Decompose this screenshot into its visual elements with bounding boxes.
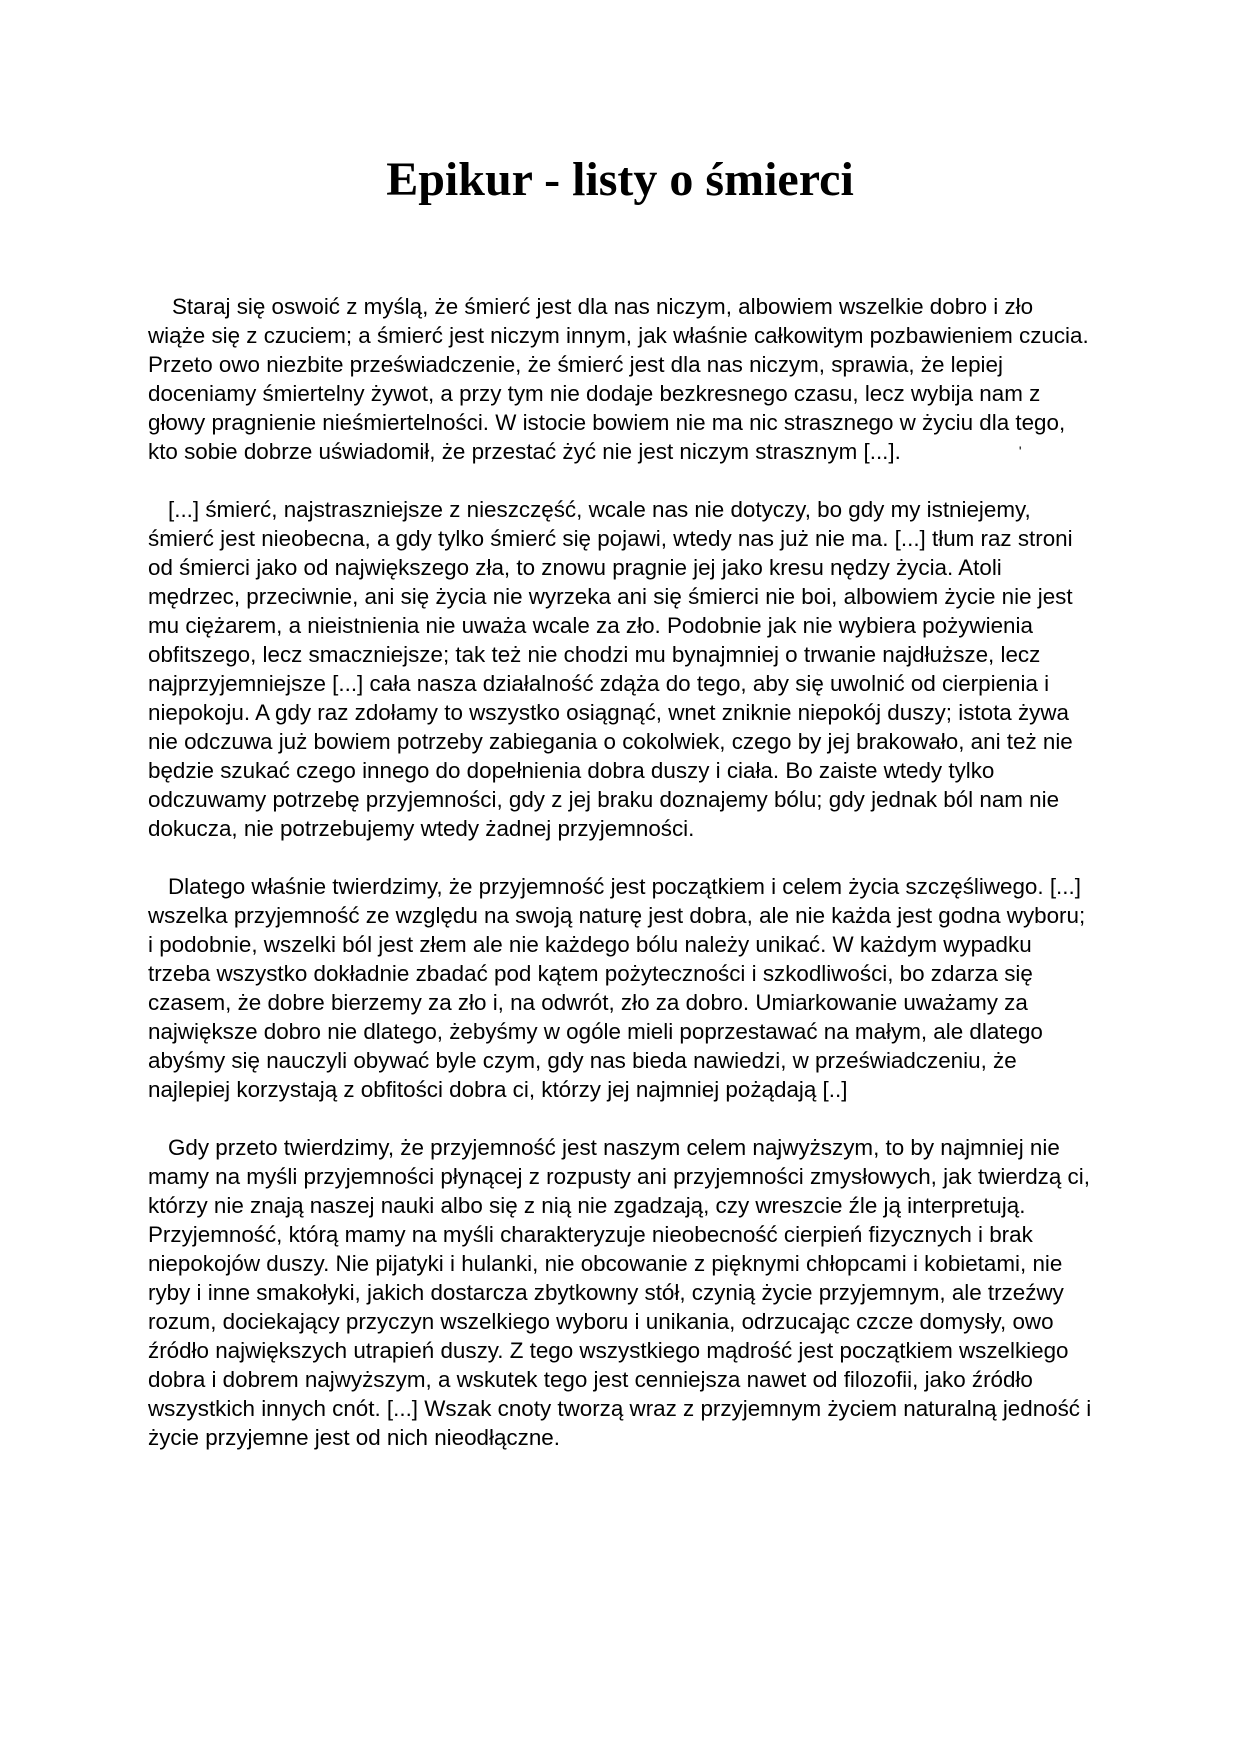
paragraph-4: Gdy przeto twierdzimy, że przyjemność jest naszym celem najwyższym, to by najmniej nie mamy na myśli przyjemności płynącej z rozpusty ani przyjemności zmysłowych, jak twierdzą ci, którzy nie znają naszej nauki albo się z nią nie zgadzają, czy wreszcie źle ją interpretują. Przyjemność, którą mamy na myśli charakteryzuje nieobecność cierpień fizycznych i brak niepokojów duszy. Nie pijatyki i hulanki, nie obcowanie z pięknymi chłopcami i kobietami, nie ryby i inne smakołyki, jakich dostarcza zbytkowny stół, czynią życie przyjemnym, ale trzeźwy rozum, dociekający przyczyn wszelkiego wyboru i unikania, odrzucając czcze domysły, owo źródło największych utrapień duszy. Z tego wszystkiego mądrość jest początkiem wszelkiego dobra i dobrem najwyższym, a wskutek tego jest cenniejsza nawet od filozofii, jako źródło wszystkich innych cnót. [...] Wszak cnoty tworzą wraz z przyjemnym życiem naturalną jedność i życie przyjemne jest od nich nieodłączne.	[148, 1135, 1092, 1450]
paragraph-3: Dlatego właśnie twierdzimy, że przyjemność jest początkiem i celem życia szczęśliwego. [...] wszelka przyjemność ze względu na swoją naturę jest dobra, ale nie każda jest godna wyboru; i podobnie, wszelki ból jest złem ale nie każdego bólu należy unikać. W każdym wypadku trzeba wszystko dokładnie zbadać pod kątem pożyteczności i szkodliwości, bo zdarza się czasem, że dobre bierzemy za zło i, na odwrót, zło za dobro. Umiarkowanie uważamy za największe dobro nie dlatego, żebyśmy w ogóle mieli poprzestawać na małym, ale dlatego abyśmy się nauczyli obywać byle czym, gdy nas bieda nawiedzi, w przeświadczeniu, że najlepiej korzystają z obfitości dobra ci, którzy jej najmniej pożądają [..]	[148, 874, 1086, 1102]
document-title: Epikur - listy o śmierci	[386, 153, 854, 206]
paragraph-1	[148, 292, 1096, 466]
stray-mark: '	[1018, 443, 1022, 459]
paragraph-2: [...] śmierć, najstraszniejsze z nieszczęść, wcale nas nie dotyczy, bo gdy my istniejemy, śmierć jest nieobecna, a gdy tylko śmierć się pojawi, wtedy nas już nie ma. [...] tłum raz stroni od śmierci jako od największego zła, to znowu pragnie jej jako kresu nędzy życia. Atoli mędrzec, przeciwnie, ani się życia nie wyrzeka ani się śmierci nie boi, albowiem życie nie jest mu ciężarem, a nieistnienia nie uważa wcale za zło. Podobnie jak nie wybiera pożywienia obfitszego, lecz smaczniejsze; tak też nie chodzi mu bynajmniej o trwanie najdłuższe, lecz najprzyjemniejsze [...] cała nasza działalność zdąża do tego, aby się uwolnić od cierpienia i niepokoju. A gdy raz zdołamy to wszystko osiągnąć, wnet zniknie niepokój duszy; istota żywa nie odczuwa już bowiem potrzeby zabiegania o cokolwiek, czego by jej brakowało, ani też nie będzie szukać czego innego do dopełnienia dobra duszy i ciała. Bo zaiste wtedy tylko odczuwamy potrzebę przyjemności, gdy z jej braku doznajemy bólu; gdy jednak ból nam nie dokucza, nie potrzebujemy wtedy żadnej przyjemności.	[148, 497, 1073, 841]
paragraph-1-text: Staraj się oswoić z myślą, że śmierć jest dla nas niczym, albowiem wszelkie dobro i zło wiąże się z czuciem; a śmierć jest niczym innym, jak właśnie całkowitym pozbawieniem czucia. Przeto owo niezbite przeświadczenie, że śmierć jest dla nas niczym, sprawia, że lepiej doceniamy śmiertelny żywot, a przy tym nie dodaje bezkresnego czasu, lecz wybija nam z głowy pragnienie nieśmiertelności. W istocie bowiem nie ma nic strasznego w życiu dla tego, kto sobie dobrze uświadomił, że przestać żyć nie jest niczym strasznym [...].	[148, 294, 1089, 464]
document-body	[148, 292, 1096, 1481]
